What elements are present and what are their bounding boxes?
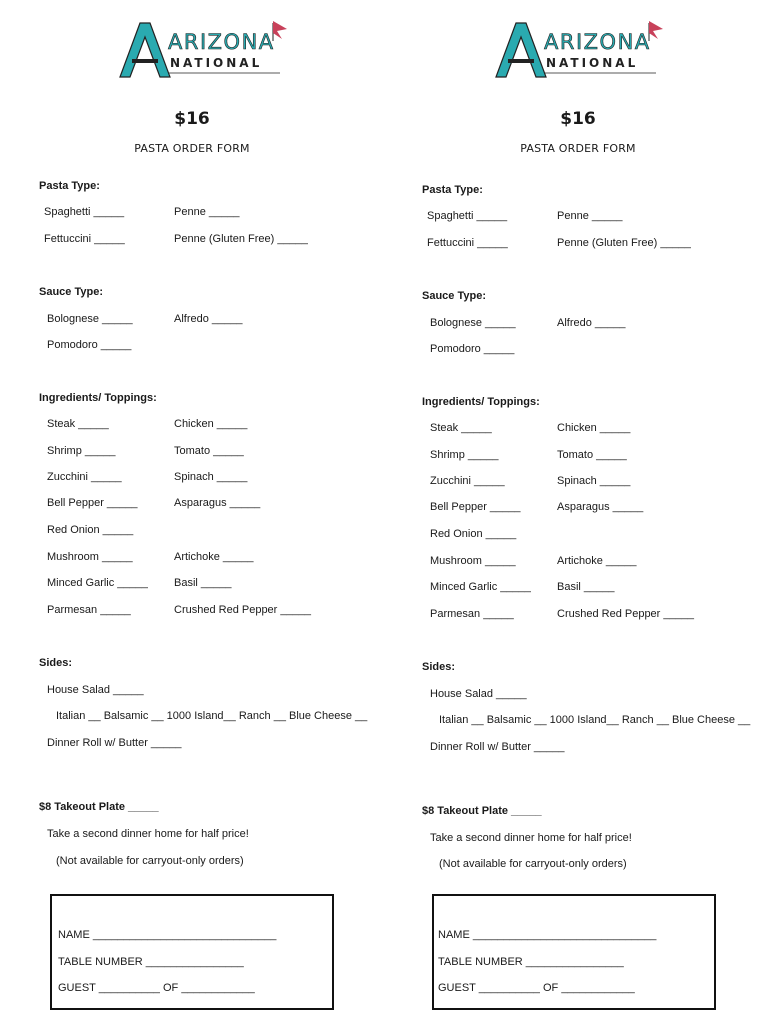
arizona-national-logo [488,15,668,85]
takeout-note: Take a second dinner home for half price! [47,828,249,840]
option-fettuccini[interactable]: Fettuccini _____ [44,233,125,245]
pasta-type-label: Pasta Type: [39,180,100,192]
option-alfredo[interactable]: Alfredo _____ [557,317,626,329]
option-fettuccini[interactable]: Fettuccini _____ [427,237,508,249]
option-artichoke[interactable]: Artichoke _____ [557,555,637,567]
name-field[interactable]: NAME ______________________________ [438,929,657,941]
option-zucchini[interactable]: Zucchini _____ [47,471,122,483]
takeout-plate-label[interactable]: $8 Takeout Plate _____ [39,801,159,813]
option-spaghetti[interactable]: Spaghetti _____ [427,210,508,222]
dressing-options[interactable]: Italian __ Balsamic __ 1000 Island__ Ranch __ Blue Cheese __ [439,714,751,726]
customer-info-box [432,894,716,1010]
option-crushed-red-pepper[interactable]: Crushed Red Pepper _____ [174,604,311,616]
option-chicken[interactable]: Chicken _____ [557,422,631,434]
takeout-plate-label[interactable]: $8 Takeout Plate _____ [422,805,542,817]
option-red-onion[interactable]: Red Onion _____ [47,524,134,536]
guest-count-field[interactable]: GUEST __________ OF ____________ [438,982,635,994]
option-penne-gluten-free[interactable]: Penne (Gluten Free) _____ [557,237,691,249]
option-spinach[interactable]: Spinach _____ [174,471,248,483]
sauce-type-label: Sauce Type: [422,290,486,302]
option-basil[interactable]: Basil _____ [557,581,615,593]
option-bell-pepper[interactable]: Bell Pepper _____ [430,501,521,513]
option-house-salad[interactable]: House Salad _____ [47,684,144,696]
guest-count-field[interactable]: GUEST __________ OF ____________ [58,982,255,994]
dressing-options[interactable]: Italian __ Balsamic __ 1000 Island__ Ranch __ Blue Cheese __ [56,710,368,722]
option-bell-pepper[interactable]: Bell Pepper _____ [47,497,138,509]
option-shrimp[interactable]: Shrimp _____ [47,445,116,457]
option-basil[interactable]: Basil _____ [174,577,232,589]
name-field[interactable]: NAME ______________________________ [58,929,277,941]
takeout-disclaimer: (Not available for carryout-only orders) [56,855,244,867]
option-parmesan[interactable]: Parmesan _____ [47,604,131,616]
option-steak[interactable]: Steak _____ [47,418,109,430]
sides-label: Sides: [39,657,73,669]
option-artichoke[interactable]: Artichoke _____ [174,551,254,563]
arizona-national-logo [112,15,292,85]
option-parmesan[interactable]: Parmesan _____ [430,608,514,620]
toppings-label: Ingredients/ Toppings: [422,396,540,408]
svg-text:ARIZONA: ARIZONA [168,30,275,54]
svg-text:ARIZONA: ARIZONA [544,30,651,54]
option-red-onion[interactable]: Red Onion _____ [430,528,517,540]
option-shrimp[interactable]: Shrimp _____ [430,449,499,461]
option-chicken[interactable]: Chicken _____ [174,418,248,430]
svg-text:NATIONAL: NATIONAL [170,56,263,70]
order-form-right [385,0,770,1024]
option-bolognese[interactable]: Bolognese _____ [430,317,516,329]
svg-text:NATIONAL: NATIONAL [546,56,639,70]
option-mushroom[interactable]: Mushroom _____ [430,555,516,567]
logo-graphic [488,15,668,85]
price: $16 [174,109,210,129]
option-penne[interactable]: Penne _____ [557,210,623,222]
option-penne-gluten-free[interactable]: Penne (Gluten Free) _____ [174,233,308,245]
option-asparagus[interactable]: Asparagus _____ [174,497,261,509]
option-pomodoro[interactable]: Pomodoro _____ [430,343,515,355]
option-crushed-red-pepper[interactable]: Crushed Red Pepper _____ [557,608,694,620]
form-title: PASTA ORDER FORM [520,142,636,155]
option-alfredo[interactable]: Alfredo _____ [174,313,243,325]
option-pomodoro[interactable]: Pomodoro _____ [47,339,132,351]
option-spinach[interactable]: Spinach _____ [557,475,631,487]
option-zucchini[interactable]: Zucchini _____ [430,475,505,487]
option-penne[interactable]: Penne _____ [174,206,240,218]
table-number-field[interactable]: TABLE NUMBER ________________ [438,956,624,968]
option-tomato[interactable]: Tomato _____ [557,449,627,461]
option-minced-garlic[interactable]: Minced Garlic _____ [47,577,148,589]
table-number-field[interactable]: TABLE NUMBER ________________ [58,956,244,968]
customer-info-box [50,894,334,1010]
sauce-type-label: Sauce Type: [39,286,103,298]
option-asparagus[interactable]: Asparagus _____ [557,501,644,513]
option-mushroom[interactable]: Mushroom _____ [47,551,133,563]
toppings-label: Ingredients/ Toppings: [39,392,157,404]
option-minced-garlic[interactable]: Minced Garlic _____ [430,581,531,593]
takeout-disclaimer: (Not available for carryout-only orders) [439,858,627,870]
option-house-salad[interactable]: House Salad _____ [430,688,527,700]
option-spaghetti[interactable]: Spaghetti _____ [44,206,125,218]
form-title: PASTA ORDER FORM [134,142,250,155]
logo-graphic [112,15,292,85]
option-tomato[interactable]: Tomato _____ [174,445,244,457]
sides-label: Sides: [422,661,456,673]
takeout-note: Take a second dinner home for half price! [430,832,632,844]
option-dinner-roll[interactable]: Dinner Roll w/ Butter _____ [430,741,565,753]
price: $16 [560,109,596,129]
pasta-type-label: Pasta Type: [422,184,483,196]
option-bolognese[interactable]: Bolognese _____ [47,313,133,325]
option-dinner-roll[interactable]: Dinner Roll w/ Butter _____ [47,737,182,749]
option-steak[interactable]: Steak _____ [430,422,492,434]
